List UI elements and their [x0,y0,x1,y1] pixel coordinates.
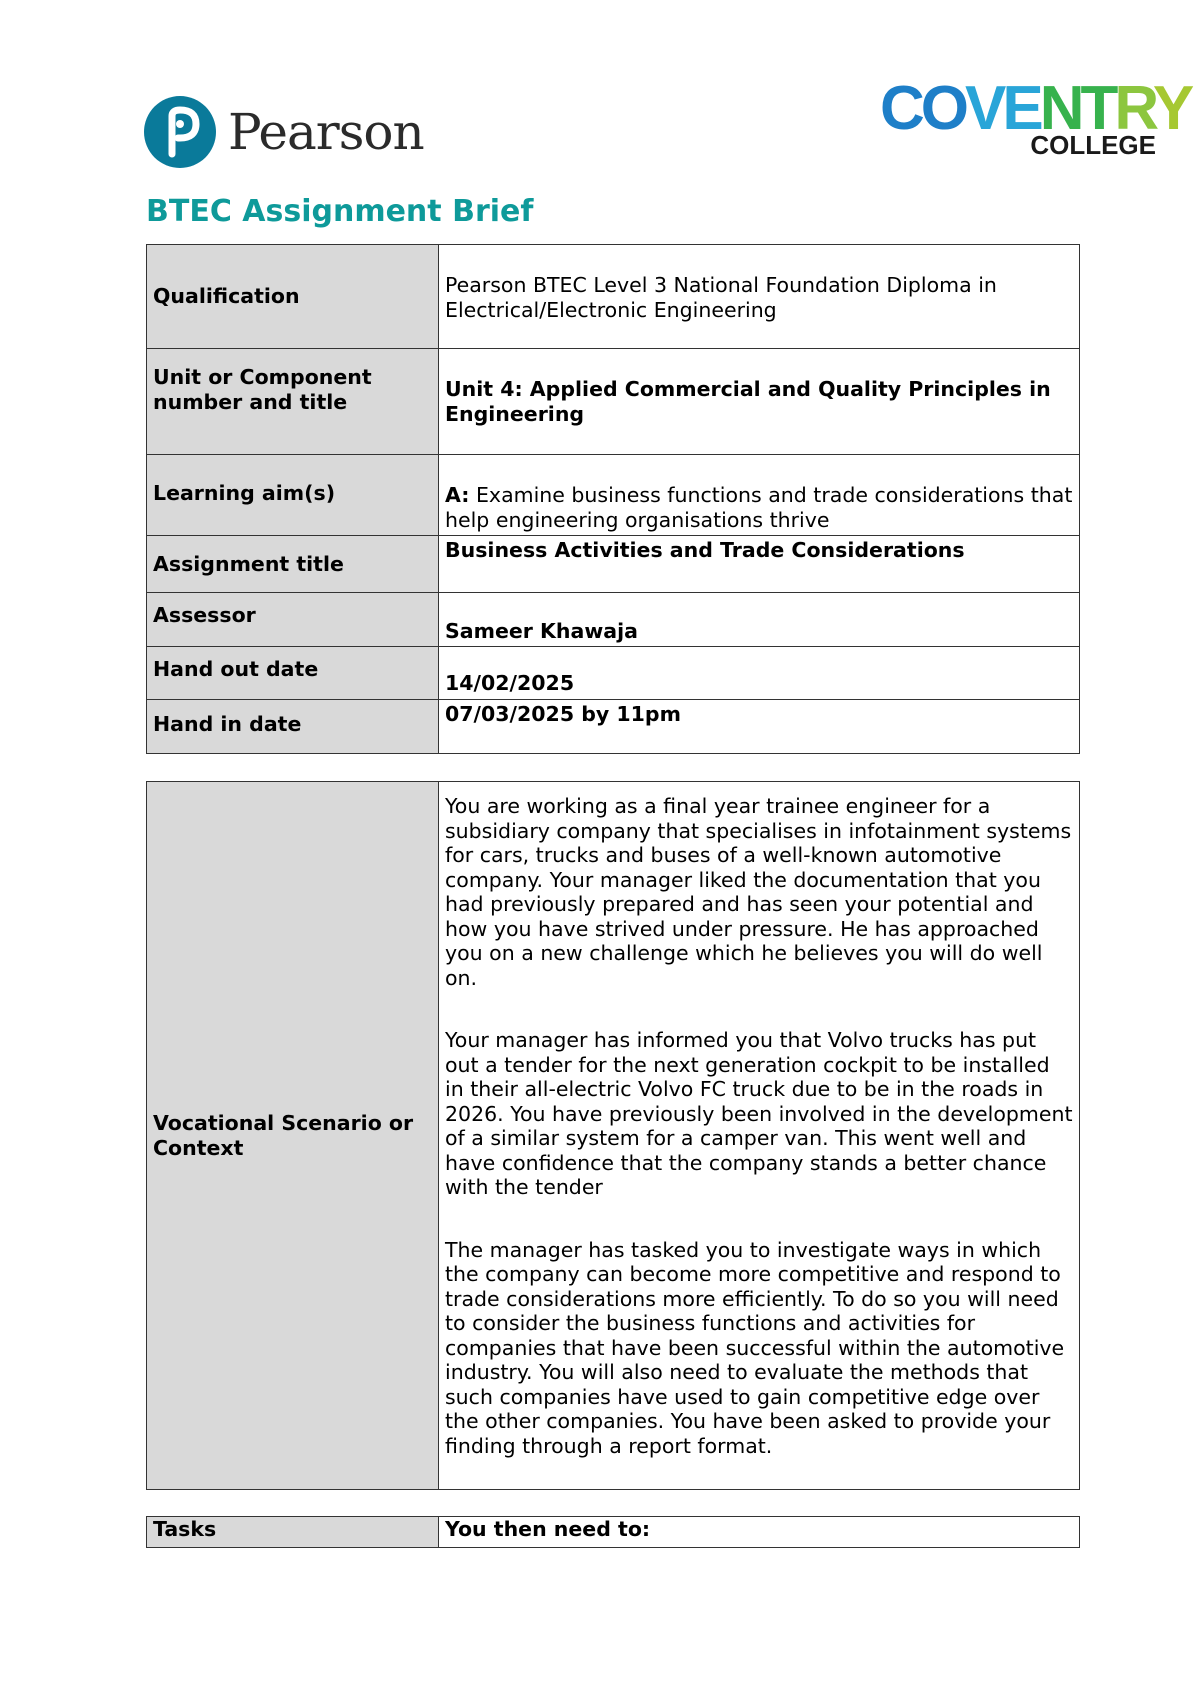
row-unit [147,349,1080,455]
hand-out-label: Hand out date [147,647,439,700]
row-assignment-title [147,536,1080,593]
row-qualification [147,245,1080,349]
coventry-logo-sub: COLLEGE [1030,130,1156,160]
scenario-paragraph-1: You are working as a final year trainee engineer for a subsidiary company that specialises in infotainment systems for cars, trucks and buses of a well-known automotive company. Your manager liked the documentation that you had previously prepared and has seen your potential and how you have strived under pressure. He has approached you on a new challenge which he believes you will do well on. [445,794,1072,990]
assessor-label: Assessor [147,593,439,647]
assignment-title-label: Assignment title [147,536,439,593]
tasks-label: Tasks [147,1517,439,1548]
hand-in-value: 07/03/2025 by 11pm [439,700,1080,754]
scenario-paragraph-2: Your manager has informed you that Volvo trucks has put out a tender for the next generation cockpit to be installed in their all-electric Volvo FC truck due to be in the roads in 2026. You have previously been involved in the development of a similar system for a camper van. This went well and have confidence that the company stands a better chance with the tender [445,1028,1073,1199]
pearson-mark-icon [144,96,216,168]
unit-label: Unit or Component number and title [147,349,439,455]
learning-aim-value [439,455,1080,536]
document-title: BTEC Assignment Brief [146,194,534,229]
qualification-label: Qualification [147,245,439,349]
learning-aim-label: Learning aim(s) [147,455,439,536]
row-hand-in [147,700,1080,754]
assignment-title-value: Business Activities and Trade Considerations [439,536,1080,593]
row-hand-out [147,647,1080,700]
coventry-logo-main: COVENTRY [880,74,1191,143]
coventry-college-logo [880,74,1191,160]
learning-aim-prefix: A: [445,483,470,507]
tasks-table [146,1516,1080,1548]
row-assessor [147,593,1080,647]
unit-value: Unit 4: Applied Commercial and Quality Principles in Engineering [439,349,1080,455]
tasks-value: You then need to: [439,1517,1080,1548]
assignment-details-table [146,244,1080,754]
scenario-text [439,782,1080,1490]
pearson-logo-text: Pearson [228,103,424,161]
row-tasks [147,1517,1080,1548]
assessor-value: Sameer Khawaja [439,593,1080,647]
scenario-paragraph-3: The manager has tasked you to investigate ways in which the company can become more competitive and respond to trade considerations more efficiently. To do so you will need to consider the business functions and activities for companies that have been successful within the automotive industry. You will also need to evaluate the methods that such companies have used to gain competitive edge over the other companies. You have been asked to provide your finding through a report format. [445,1237,1065,1458]
hand-in-label: Hand in date [147,700,439,754]
hand-out-value: 14/02/2025 [439,647,1080,700]
pearson-logo [144,92,424,172]
learning-aim-text: Examine business functions and trade considerations that help engineering organisations thrive [445,483,1073,532]
row-scenario [147,782,1080,1490]
scenario-table [146,781,1080,1490]
qualification-value: Pearson BTEC Level 3 National Foundation Diploma in Electrical/Electronic Engineering [439,245,1080,349]
scenario-label: Vocational Scenario or Context [147,782,439,1490]
row-learning-aim [147,455,1080,536]
